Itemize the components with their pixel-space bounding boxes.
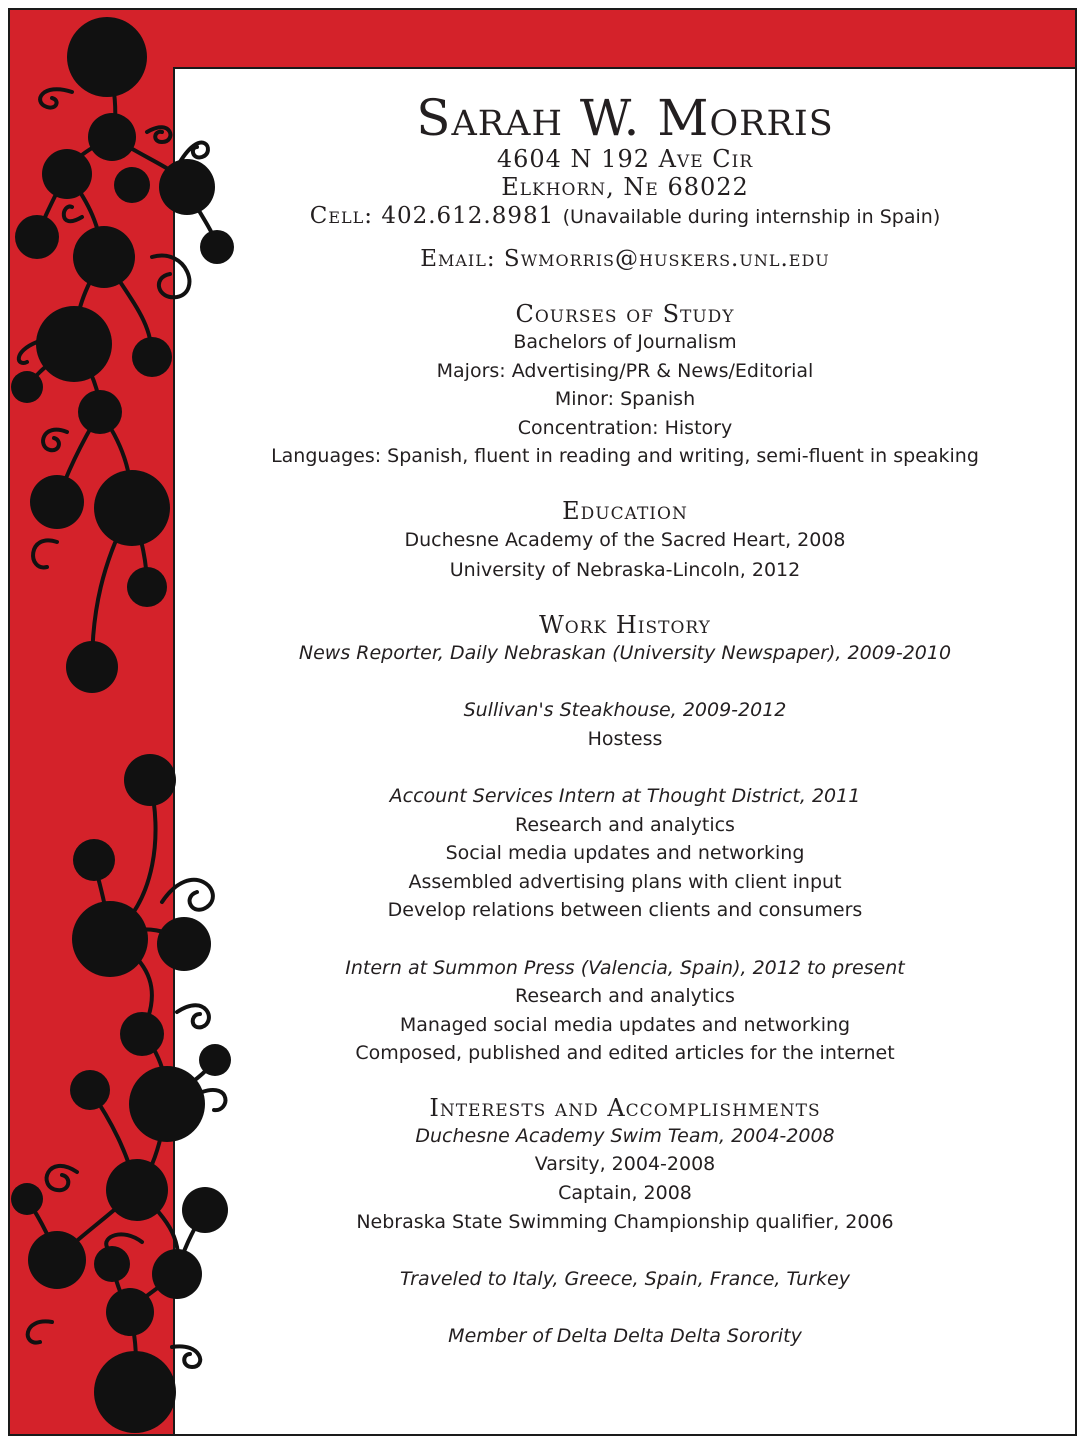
job-detail: Develop relations between clients and consumers xyxy=(387,899,863,922)
address-line-2: Elkhorn, Ne 68022 xyxy=(501,173,749,201)
job-detail: Research and analytics xyxy=(515,813,735,836)
job-detail: Research and analytics xyxy=(515,985,735,1008)
education-section xyxy=(175,497,1075,585)
job-title: News Reporter, Daily Nebraskan (University Newspaper), 2009-2010 xyxy=(298,641,952,664)
swim-team-title: Duchesne Academy Swim Team, 2004-2008 xyxy=(415,1124,835,1147)
resume-page xyxy=(8,8,1077,1436)
education-line: University of Nebraska-Lincoln, 2012 xyxy=(449,558,801,581)
job-detail: Assembled advertising plans with client input xyxy=(408,870,842,893)
candidate-name: Sarah W. Morris xyxy=(416,89,834,147)
course-line: Minor: Spanish xyxy=(554,388,696,411)
job-title: Account Services Intern at Thought District, 2011 xyxy=(389,784,861,807)
education-line: Duchesne Academy of the Sacred Heart, 2008 xyxy=(404,528,846,551)
course-line: Languages: Spanish, fluent in reading and writing, semi-fluent in speaking xyxy=(271,445,979,468)
work-section xyxy=(175,611,1075,1068)
courses-section xyxy=(175,300,1075,471)
address-line-1: 4604 N 192 Ave Cir xyxy=(496,145,754,173)
cell-label: Cell: 402.612.8981 xyxy=(309,203,555,229)
swim-detail: Captain, 2008 xyxy=(558,1182,692,1205)
decorative-circle xyxy=(67,17,147,97)
job-title: Sullivan's Steakhouse, 2009-2012 xyxy=(463,699,787,722)
resume-content xyxy=(175,69,1075,1351)
interests-section xyxy=(175,1094,1075,1351)
course-line: Bachelors of Journalism xyxy=(513,331,737,353)
swim-detail: Varsity, 2004-2008 xyxy=(534,1153,716,1176)
course-line: Concentration: History xyxy=(517,416,733,439)
swim-detail: Nebraska State Swimming Championship qualifier, 2006 xyxy=(356,1210,894,1233)
section-heading: Interests and Accomplishments xyxy=(429,1093,821,1122)
course-line: Majors: Advertising/PR & News/Editorial xyxy=(436,359,814,382)
job-detail: Hostess xyxy=(587,727,663,750)
travel-line: Traveled to Italy, Greece, Spain, France, Turkey xyxy=(400,1267,850,1290)
section-heading: Courses of Study xyxy=(515,300,735,328)
cell-note: (Unavailable during internship in Spain) xyxy=(562,206,941,228)
section-heading: Work History xyxy=(539,610,711,639)
job-title: Intern at Summon Press (Valencia, Spain), 2012 to present xyxy=(345,956,905,979)
membership-line: Member of Delta Delta Delta Sorority xyxy=(448,1325,802,1348)
email-address: Email: Swmorris@huskers.unl.edu xyxy=(420,246,830,272)
job-detail: Managed social media updates and networking xyxy=(399,1013,851,1036)
job-detail: Social media updates and networking xyxy=(445,842,805,865)
cell-phone xyxy=(175,201,1075,232)
section-heading: Education xyxy=(562,496,688,525)
job-detail: Composed, published and edited articles for the internet xyxy=(355,1042,895,1065)
